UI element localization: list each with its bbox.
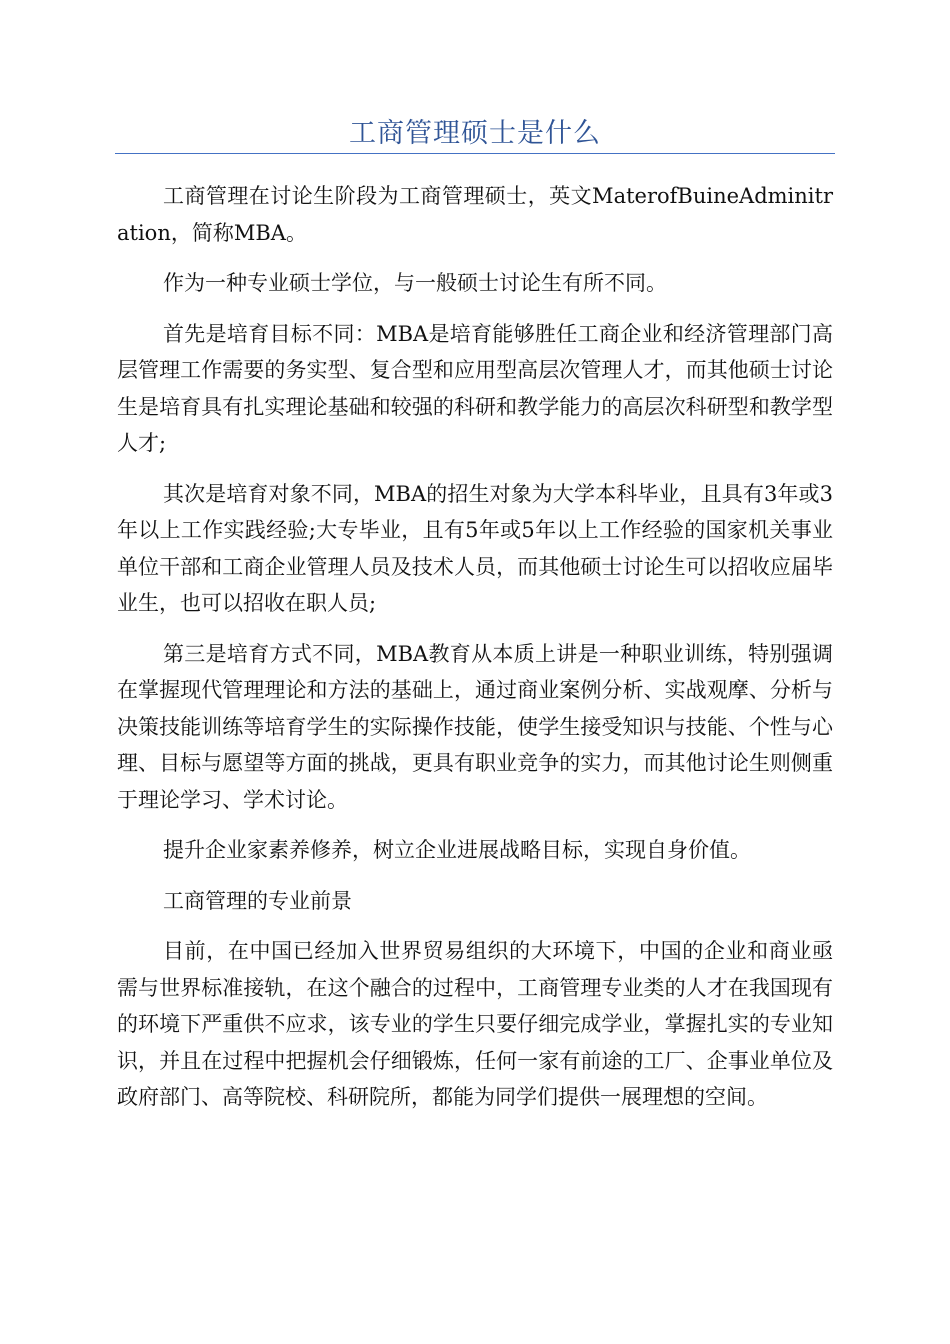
- paragraph-6: 提升企业家素养修养，树立企业进展战略目标，实现自身价值。: [163, 838, 751, 862]
- page-title: 工商管理硕士是什么: [349, 118, 601, 149]
- paragraph-2: 作为一种专业硕士学位，与一般硕士讨论生有所不同。: [163, 271, 667, 295]
- paragraph-5: 第三是培育方式不同，MBA教育从本质上讲是一种职业训练，特别强调在掌握现代管理理论和方法的基础上，通过商业案例分析、实战观摩、分析与决策技能训练等培育学生的实际操作技能，使学生接受知识与技能、个性与心理、目标与愿望等方面的挑战，更具有职业竞争的实力，而其他讨论生则侧重于理论学习、学术讨论。: [117, 641, 833, 812]
- document-body: [117, 178, 833, 1130]
- title-underline: [115, 153, 835, 154]
- paragraph-8: 目前，在中国已经加入世界贸易组织的大环境下，中国的企业和商业亟需与世界标准接轨，在这个融合的过程中，工商管理专业类的人才在我国现有的环境下严重供不应求，该专业的学生只要仔细完成学业，掌握扎实的专业知识，并且在过程中把握机会仔细锻炼，任何一家有前途的工厂、企事业单位及政府部门、高等院校、科研院所，都能为同学们提供一展理想的空间。: [117, 939, 833, 1109]
- section-heading-prospects: 工商管理的专业前景: [163, 888, 352, 913]
- paragraph-1: 工商管理在讨论生阶段为工商管理硕士，英文MaterofBuineAdminitration，简称MBA。: [117, 184, 833, 245]
- paragraph-3: 首先是培育目标不同：MBA是培育能够胜任工商企业和经济管理部门高层管理工作需要的务实型、复合型和应用型高层次管理人才，而其他硕士讨论生是培育具有扎实理论基础和较强的科研和教学能力的高层次科研型和教学型人才;: [117, 321, 833, 455]
- paragraph-4: 其次是培育对象不同，MBA的招生对象为大学本科毕业，且具有3年或3年以上工作实践经验;大专毕业，且有5年或5年以上工作经验的国家机关事业单位干部和工商企业管理人员及技术人员，而其他硕士讨论生可以招收应届毕业生，也可以招收在职人员;: [117, 481, 833, 615]
